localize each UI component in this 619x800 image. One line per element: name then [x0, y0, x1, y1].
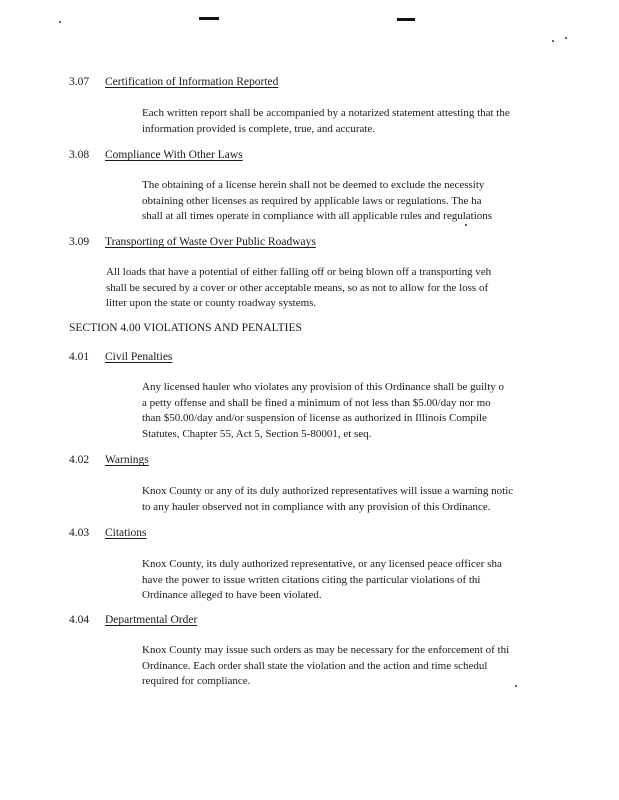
body-line: obtaining other licenses as required by applicable laws or regulations. The ha: [142, 194, 482, 207]
section-number: 4.01: [69, 351, 90, 363]
body-line: than $50.00/day and/or suspension of license as authorized in Illinois Compile: [142, 412, 487, 424]
body-line: All loads that have a potential of either falling off or being blown off a transporting veh: [106, 266, 492, 278]
body-line: Each written report shall be accompanied by a notarized statement attesting that the: [142, 107, 510, 119]
section-number: 4.02: [69, 454, 90, 466]
body-line: Any licensed hauler who violates any provision of this Ordinance shall be guilty o: [142, 381, 505, 393]
section-title: Transporting of Waste Over Public Roadways: [105, 236, 316, 248]
section-main-heading: SECTION 4.00 VIOLATIONS AND PENALTIES: [69, 322, 302, 334]
body-line: to any hauler observed not in compliance with any provision of this Ordinance.: [142, 500, 491, 513]
section-body: [142, 106, 619, 137]
section-title: Citations: [105, 527, 147, 539]
section-body: [142, 178, 619, 225]
section-number: 3.09: [69, 236, 90, 248]
body-line: Ordinance. Each order shall state the violation and the action and time schedul: [142, 659, 488, 672]
section-body: [142, 557, 619, 604]
scan-mark-left: [199, 17, 219, 20]
body-line: Knox County, its duly authorized representative, or any licensed peace officer sha: [142, 558, 502, 570]
scan-speck: [59, 21, 61, 23]
section-title: Civil Penalties: [105, 351, 173, 363]
body-line: a petty offense and shall be fined a minimum of not less than $5.00/day nor mo: [142, 396, 491, 409]
scan-speck: [565, 37, 567, 39]
body-line: shall at all times operate in compliance with all applicable rules and regulations: [142, 210, 493, 222]
body-line: Ordinance alleged to have been violated.: [142, 589, 322, 601]
section-body: [142, 484, 619, 515]
section-body: [142, 380, 619, 442]
body-line: shall be secured by a cover or other acceptable means, so as not to allow for the loss of: [106, 281, 489, 294]
body-line: Knox County or any of its duly authorized representatives will issue a warning notic: [142, 485, 514, 497]
section-number: 4.04: [69, 614, 90, 626]
section-number: 3.07: [69, 76, 90, 88]
body-line: have the power to issue written citations citing the particular violations of thi: [142, 573, 481, 586]
section-body: [142, 643, 619, 690]
section-title: Departmental Order: [105, 614, 198, 626]
section-body: [106, 265, 619, 312]
scan-speck: [552, 40, 554, 42]
scan-mark-right: [397, 18, 415, 21]
section-title: Warnings: [105, 454, 149, 466]
section-number: 3.08: [69, 149, 90, 161]
section-number: 4.03: [69, 527, 90, 539]
section-title: Certification of Information Reported: [105, 76, 279, 88]
body-line: Knox County may issue such orders as may be necessary for the enforcement of thi: [142, 644, 510, 656]
section-title: Compliance With Other Laws: [105, 149, 243, 161]
body-line: litter upon the state or county roadway systems.: [106, 297, 317, 309]
body-line: Statutes, Chapter 55, Act 5, Section 5-80001, et seq.: [142, 427, 372, 440]
body-line: required for compliance.: [142, 675, 251, 687]
body-line: information provided is complete, true, and accurate.: [142, 122, 376, 135]
body-line: The obtaining of a license herein shall not be deemed to exclude the necessity: [142, 179, 485, 191]
